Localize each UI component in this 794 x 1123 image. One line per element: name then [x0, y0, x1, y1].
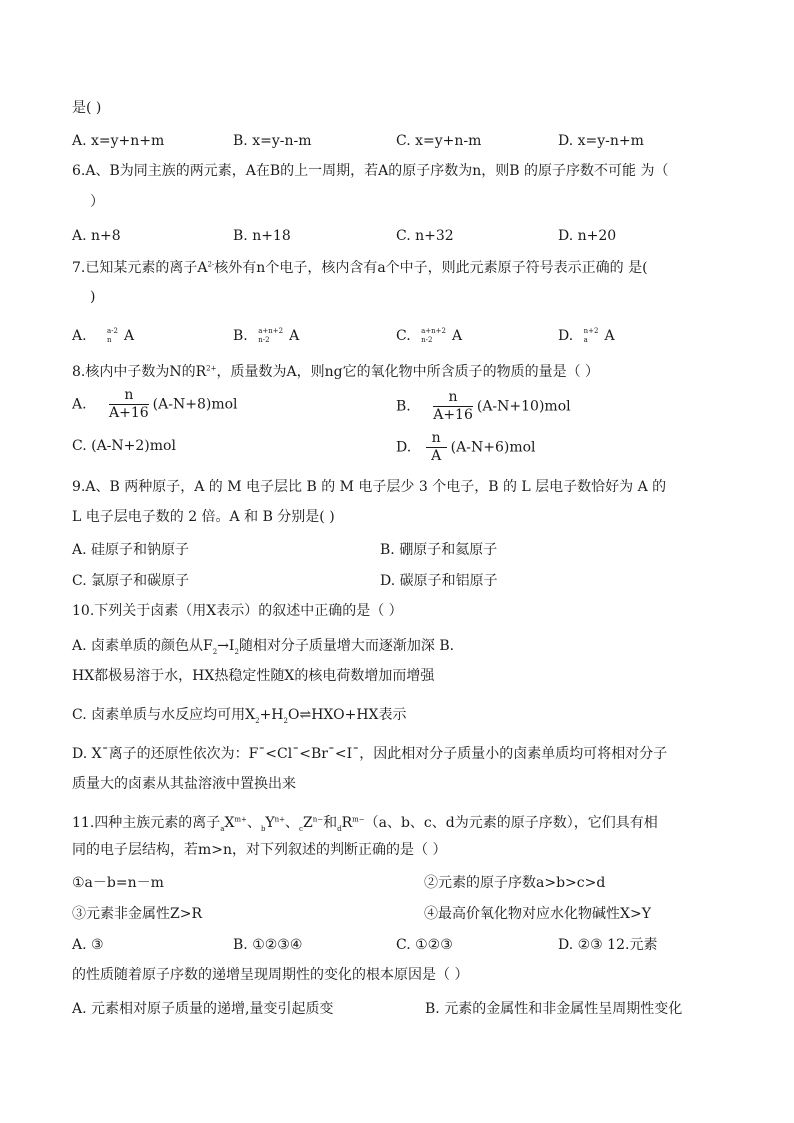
q11-option-c[interactable]: C. ①②③ — [396, 937, 453, 953]
q5-option-c[interactable]: C. x=y+n-m — [396, 133, 482, 149]
q7-option-d[interactable]: D. n+2 a A — [558, 327, 615, 344]
q9-question-line2: L 电子层电子数的 2 倍。A 和 B 分别是( ) — [72, 509, 335, 525]
q11-statement-2: ②元素的原子序数a>b>c>d — [424, 875, 606, 891]
q11-option-b[interactable]: B. ①②③④ — [233, 937, 303, 953]
q12-option-b[interactable]: B. 元素的金属性和非金属性呈周期性变化 — [425, 1001, 683, 1017]
q7-option-c[interactable]: C. a+n+2 n-2 A — [396, 327, 463, 344]
q6-paren: ） — [90, 194, 104, 210]
q11-statement-1: ①a－b=n－m — [72, 875, 164, 891]
q9-option-b[interactable]: B. 硼原子和氦原子 — [380, 542, 498, 558]
q8-option-b[interactable]: B. $\frac{n}{A+16}$ (A-N+10)mol — [396, 389, 571, 423]
q9-question-line1: 9.A、B 两种原子，A 的 M 电子层比 B 的 M 电子层少 3 个电子，B 的 L 层电子数恰好为 A 的 — [72, 479, 667, 495]
q5-option-d[interactable]: D. x=y-n+m — [558, 133, 644, 149]
q6-question: 6.A、B为同主族的两元素，A在B的上一周期，若A的原子序数为n，则B 的原子序数不可能 为（ — [72, 163, 669, 179]
q6-option-a[interactable]: A. n+8 — [72, 228, 121, 244]
q9-option-c[interactable]: C. 氯原子和碳原子 — [72, 573, 190, 589]
q10-option-b[interactable]: HX都极易溶于水，HX热稳定性随X的核电荷数增加而增强 — [72, 668, 435, 684]
q7-question: 7.已知某元素的离子$A^{2-}$核外有n个电子，核内含有a个中子，则此元素原子符号表示正确的 是( — [72, 260, 648, 276]
q12-option-a[interactable]: A. 元素相对原子质量的递增,量变引起质变 — [72, 1001, 334, 1017]
q8-option-d[interactable]: D. $\frac{n}{A}$ (A-N+6)mol — [396, 430, 536, 464]
q11-question-line1: 11.四种主族元素的离子$_aX^{m+}$、$_bY^{n+}$、$_cZ^{n-}$和$_dR^{m-}(a$、b、c、d为元素的原子序数），它们具有相 — [72, 815, 658, 833]
q10-option-c[interactable]: C. 卤素单质与水反应均可用$X_2+H_2O\rightleftharpoons HXO+HX$表示 — [72, 707, 407, 725]
q10-option-d-line2: 质量大的卤素从其盐溶液中置换出来 — [72, 776, 296, 792]
q11-question-line2: 同的电子层结构，若m>n，对下列叙述的判断正确的是（ ） — [72, 842, 447, 858]
q7-option-b[interactable]: B. a+n+2 n-2 A — [233, 327, 300, 344]
q7-paren: ) — [90, 289, 96, 305]
q9-option-d[interactable]: D. 碳原子和铝原子 — [380, 573, 498, 589]
q10-option-a[interactable]: A. 卤素单质的颜色从$F_2\to I_2$随相对分子质量增大而逐渐加深 B. — [72, 638, 455, 656]
q10-option-d-line1[interactable]: D. X¯离子的还原性依次为：F¯<Cl¯<Br¯<I¯，因此相对分子质量小的卤素单质均可将相对分子 — [72, 746, 668, 762]
q12-question: 的性质随着原子序数的递增呈现周期性的变化的根本原因是（ ） — [72, 967, 469, 983]
q11-statement-3: ③元素非金属性Z>R — [72, 906, 202, 922]
q5-option-a[interactable]: A. x=y+n+m — [72, 133, 165, 149]
q8-question: 8.核内中子数为N的$R^{2+}$，质量数为A，则ng它的氧化物中所含质子的物质的量是（ ） — [72, 364, 600, 380]
q6-option-b[interactable]: B. n+18 — [233, 228, 291, 244]
q6-option-c[interactable]: C. n+32 — [396, 228, 454, 244]
q10-question: 10.下列关于卤素（用X表示）的叙述中正确的是（ ） — [72, 603, 403, 619]
q6-option-d[interactable]: D. n+20 — [558, 228, 617, 244]
q11-option-a[interactable]: A. ③ — [72, 937, 104, 953]
q8-option-c[interactable]: C. (A-N+2)mol — [72, 438, 176, 454]
q8-option-a[interactable]: A. $\frac{n}{A+16}$ (A-N+8)mol — [72, 387, 238, 421]
q5-tail: 是( ) — [72, 100, 102, 116]
q11-statement-4: ④最高价氧化物对应水化物碱性X>Y — [424, 906, 651, 922]
q7-option-a[interactable]: A. a-2 n A — [72, 327, 135, 344]
q5-option-b[interactable]: B. x=y-n-m — [233, 133, 312, 149]
q9-option-a[interactable]: A. 硅原子和钠原子 — [72, 542, 190, 558]
q11-option-d[interactable]: D. ②③ 12.元素 — [558, 937, 658, 953]
